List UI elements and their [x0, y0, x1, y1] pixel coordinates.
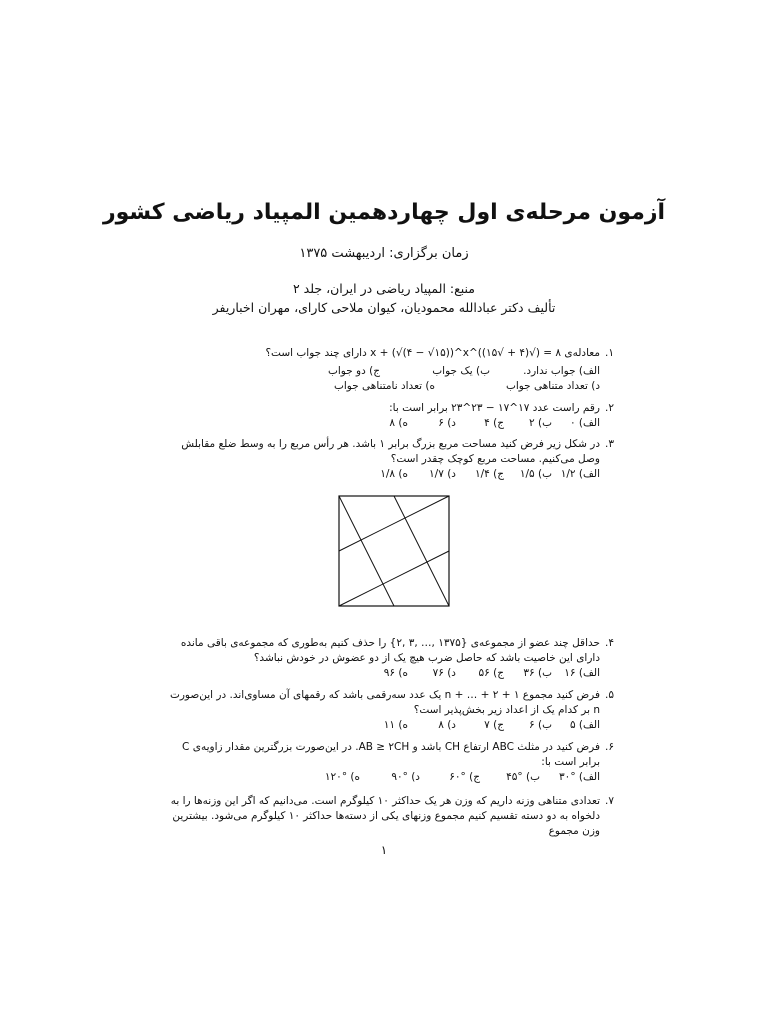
choice: ج) ۷: [484, 719, 504, 731]
exam-title: آزمون مرحله‌ی اول چهاردهمین المپیاد ریاضی کشور: [102, 200, 666, 225]
segment: [339, 551, 449, 606]
segment: [339, 496, 449, 551]
choice: ب) یک جواب: [432, 365, 490, 377]
choices: [160, 467, 600, 482]
problem-text: حداقل چند عضو از مجموعه‌ی {۱۳۷۵ ,… ,۳ ,۲} را حذف کنیم به‌طوری که مجموعه‌ی باقی مانده دارای این خاصیت باشد که حاصل ضرب هیچ یک از دو عضوش در خودش نباشد؟: [180, 637, 600, 664]
choice: د) ۱/۷: [429, 468, 456, 480]
source-block: [100, 279, 668, 317]
choice: ه) ۹۶: [383, 667, 408, 679]
choices: [160, 364, 600, 379]
square-figure: [338, 495, 450, 607]
problem-number: ۱.: [605, 347, 614, 359]
choice: د) °۹۰: [391, 771, 420, 783]
problem-number: ۷.: [605, 795, 614, 807]
problem-number: ۶.: [605, 741, 614, 753]
problem-5: [160, 688, 614, 733]
choice: ج) ۱/۴: [474, 468, 504, 480]
choice: الف) ۰: [569, 417, 600, 429]
choice: د) ۷۶: [432, 667, 456, 679]
problem-number: ۵.: [605, 689, 614, 701]
problem-4: [160, 636, 614, 681]
outer-square: [339, 496, 449, 606]
choices: [160, 770, 600, 785]
choice: ج) دو جواب: [327, 365, 380, 377]
problem-1: [160, 346, 614, 394]
choice: ب) ۶: [529, 719, 552, 731]
choice: ه) ۱/۸: [380, 468, 408, 480]
choice: ب) ۲: [529, 417, 552, 429]
choice: ج) ۴: [484, 417, 504, 429]
source-line: منبع: المپیاد ریاضی در ایران، جلد ۲: [292, 281, 475, 296]
problem-text: فرض کنید در مثلث ABC ارتفاع CH باشد و AB ≥ ۲CH. در این‌صورت بزرگترین مقدار زاویه‌ی C برابر است با:: [182, 741, 600, 768]
exam-date: زمان برگزاری: اردیبهشت ۱۳۷۵: [299, 246, 469, 261]
authors-line: تألیف دکتر عبادالله محمودیان، کیوان ملاحی کارای، مهران اخباریفر: [212, 300, 556, 315]
problem-7: [160, 794, 614, 839]
choice: ب) °۴۵: [506, 771, 540, 783]
choice: ه) تعداد نامتناهی جواب: [334, 380, 435, 392]
problem-2: [160, 401, 614, 431]
choice: الف) ۱/۲: [560, 468, 600, 480]
choices: [160, 718, 600, 733]
choice: ج) ۵۶: [478, 667, 504, 679]
problem-3: [160, 437, 614, 482]
problem-6: [160, 740, 614, 785]
choices: [160, 666, 600, 681]
choice: د) ۶: [438, 417, 456, 429]
segment: [339, 496, 394, 606]
problem-text: در شکل زیر فرض کنید مساحت مربع بزرگ برابر ۱ باشد. هر رأس مربع را به وسط ضلع مقابلش وصل می‌کنیم. مساحت مربع کوچک چقدر است؟: [181, 438, 600, 465]
choice: ج) °۶۰: [449, 771, 480, 783]
choice: ب) ۳۶: [523, 667, 552, 679]
choice: الف) °۳۰: [559, 771, 600, 783]
choices: [160, 379, 600, 394]
choices: [160, 416, 600, 431]
choice: ب) ۱/۵: [519, 468, 552, 480]
problem-text: معادله‌ی ۸ = (√(۴ + √۱۵))^x + (√(۴ − √۱۵))^x دارای چند جواب است؟: [265, 347, 600, 359]
problem-text: رقم راست عدد ۱۷^۱۷ − ۲۳^۲۳ برابر است با:: [389, 402, 600, 414]
choice: ه) °۱۲۰: [324, 771, 360, 783]
problem-number: ۲.: [605, 402, 614, 414]
choice: ه) ۱۱: [383, 719, 408, 731]
choice: د) تعداد متناهی جواب: [505, 380, 600, 392]
problem-text: فرض کنید مجموع n + … + ۲ + ۱ یک عدد سه‌رقمی باشد که رقمهای آن مساوی‌اند. در این‌صورت n بر کدام یک از اعداد زیر بخش‌پذیر است؟: [169, 689, 600, 716]
choice: ه) ۸: [389, 417, 408, 429]
problem-text: تعدادی متناهی وزنه داریم که وزن هر یک حداکثر ۱۰ کیلوگرم است. می‌دانیم که اگر این وزنه‌ها را به دلخواه به دو دسته تقسیم کنیم مجموع وزنهای یکی از دسته‌ها حداکثر ۱۰ کیلوگرم می‌شود. بیشترین وزن مجموع: [170, 795, 600, 837]
choice: د) ۸: [438, 719, 456, 731]
choice: الف) ۱۶: [564, 667, 600, 679]
choice: الف) جواب ندارد.: [523, 365, 600, 377]
choice: الف) ۵: [569, 719, 600, 731]
page-number: ۱: [380, 843, 388, 857]
segment: [394, 496, 449, 606]
problem-number: ۴.: [605, 637, 614, 649]
problem-number: ۳.: [605, 438, 614, 450]
